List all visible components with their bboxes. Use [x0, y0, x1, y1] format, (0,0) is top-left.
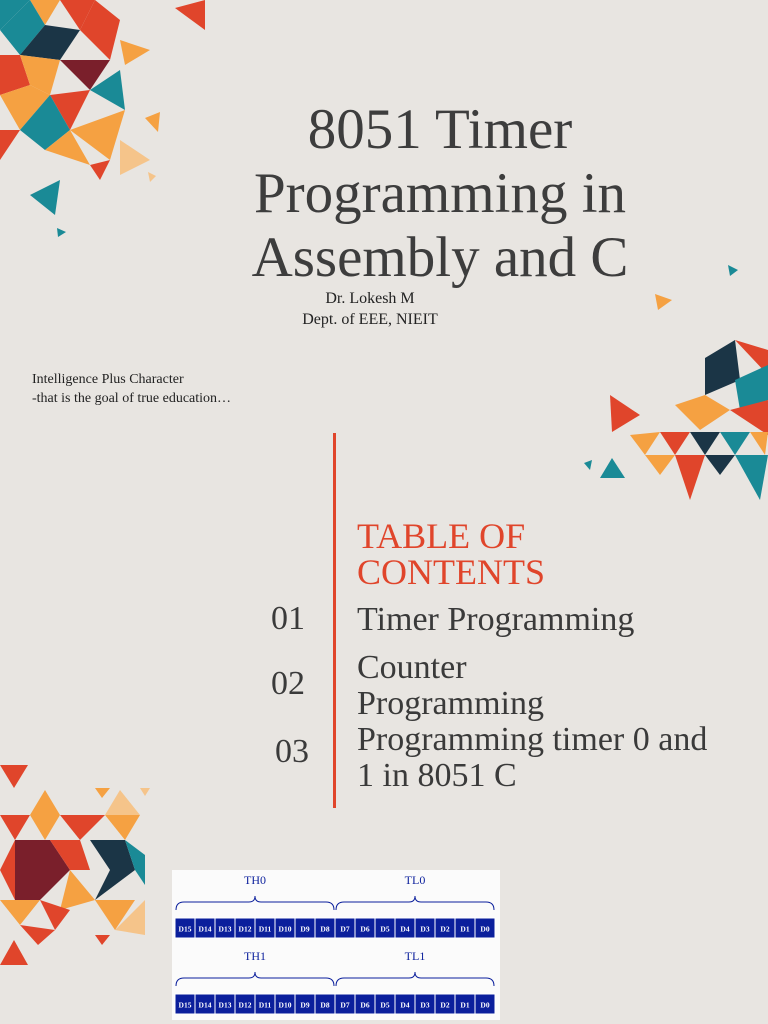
register-low-label: TL0: [404, 873, 426, 887]
register-low-label: TL1: [404, 949, 426, 963]
register-bit-label: D7: [340, 1000, 350, 1010]
register-bit-label: D6: [360, 1000, 370, 1010]
quote-line-2: -that is the goal of true education…: [32, 391, 232, 406]
register-bit-label: D9: [300, 1000, 310, 1010]
register-bit-label: D1: [460, 1000, 470, 1010]
register-bit-label: D3: [420, 1000, 430, 1010]
register-brace: [336, 972, 494, 986]
register-high-label: TH1: [244, 949, 266, 963]
author-block: [240, 288, 500, 330]
register-bit-label: D15: [178, 1000, 192, 1010]
toc-item-1-number: 01: [271, 600, 305, 637]
slide-title: [180, 98, 700, 290]
register-bit-label: D12: [238, 1000, 252, 1010]
register-high-label: TH0: [244, 873, 266, 887]
toc-item-2-line-1: Counter: [357, 649, 467, 686]
register-bit-label: D2: [440, 924, 450, 934]
toc-item-3-line-2: 1 in 8051 C: [357, 757, 517, 794]
register-bit-label: D0: [480, 1000, 490, 1010]
register-bit-label: D13: [218, 1000, 232, 1010]
register-bit-label: D7: [340, 924, 350, 934]
title-line-1: 8051 Timer: [307, 98, 573, 161]
decor-right: [580, 260, 768, 510]
register-bit-label: D9: [300, 924, 310, 934]
toc-item-2-number: 02: [271, 665, 305, 702]
toc-item-2-line-2: Programming: [357, 685, 544, 722]
register-bit-label: D8: [320, 1000, 330, 1010]
register-bit-label: D0: [480, 924, 490, 934]
register-brace: [336, 896, 494, 910]
register-bit-label: D10: [278, 1000, 292, 1010]
register-bit-label: D3: [420, 924, 430, 934]
toc-heading-line-2: CONTENTS: [357, 552, 545, 592]
toc-heading: [357, 518, 545, 590]
toc-item-1-text: [357, 602, 634, 638]
register-bit-label: D6: [360, 924, 370, 934]
toc-heading-line-1: TABLE OF: [357, 516, 526, 556]
decor-bottom-left: [0, 760, 170, 970]
toc-item-1-line-1: Timer Programming: [357, 601, 635, 638]
toc-item-3-number: 03: [275, 733, 309, 770]
toc-item-3-text: [357, 722, 707, 794]
register-bit-label: D10: [278, 924, 292, 934]
title-line-3: Assembly and C: [251, 226, 629, 289]
register-bit-label: D11: [258, 924, 272, 934]
register-bit-label: D11: [258, 1000, 272, 1010]
register-bit-label: D14: [198, 924, 212, 934]
register-bit-label: D8: [320, 924, 330, 934]
register-bit-label: D14: [198, 1000, 212, 1010]
toc-item-2-text: [357, 650, 544, 722]
toc-item-3-line-1: Programming timer 0 and: [357, 721, 708, 758]
author-department: Dept. of EEE, NIEIT: [302, 311, 438, 328]
register-bit-label: D1: [460, 924, 470, 934]
toc-divider: [333, 433, 336, 808]
timer-register-diagram: [172, 870, 500, 1020]
author-name: Dr. Lokesh M: [325, 290, 415, 307]
register-bit-label: D5: [380, 924, 390, 934]
register-bit-label: D12: [238, 924, 252, 934]
title-line-2: Programming in: [253, 162, 627, 225]
register-brace: [176, 972, 334, 986]
register-bit-label: D15: [178, 924, 192, 934]
register-bit-label: D13: [218, 924, 232, 934]
register-bit-label: D2: [440, 1000, 450, 1010]
register-bit-label: D4: [400, 924, 410, 934]
register-brace: [176, 896, 334, 910]
quote: [32, 370, 231, 408]
quote-line-1: Intelligence Plus Character: [32, 372, 184, 387]
register-bit-label: D4: [400, 1000, 410, 1010]
register-bit-label: D5: [380, 1000, 390, 1010]
